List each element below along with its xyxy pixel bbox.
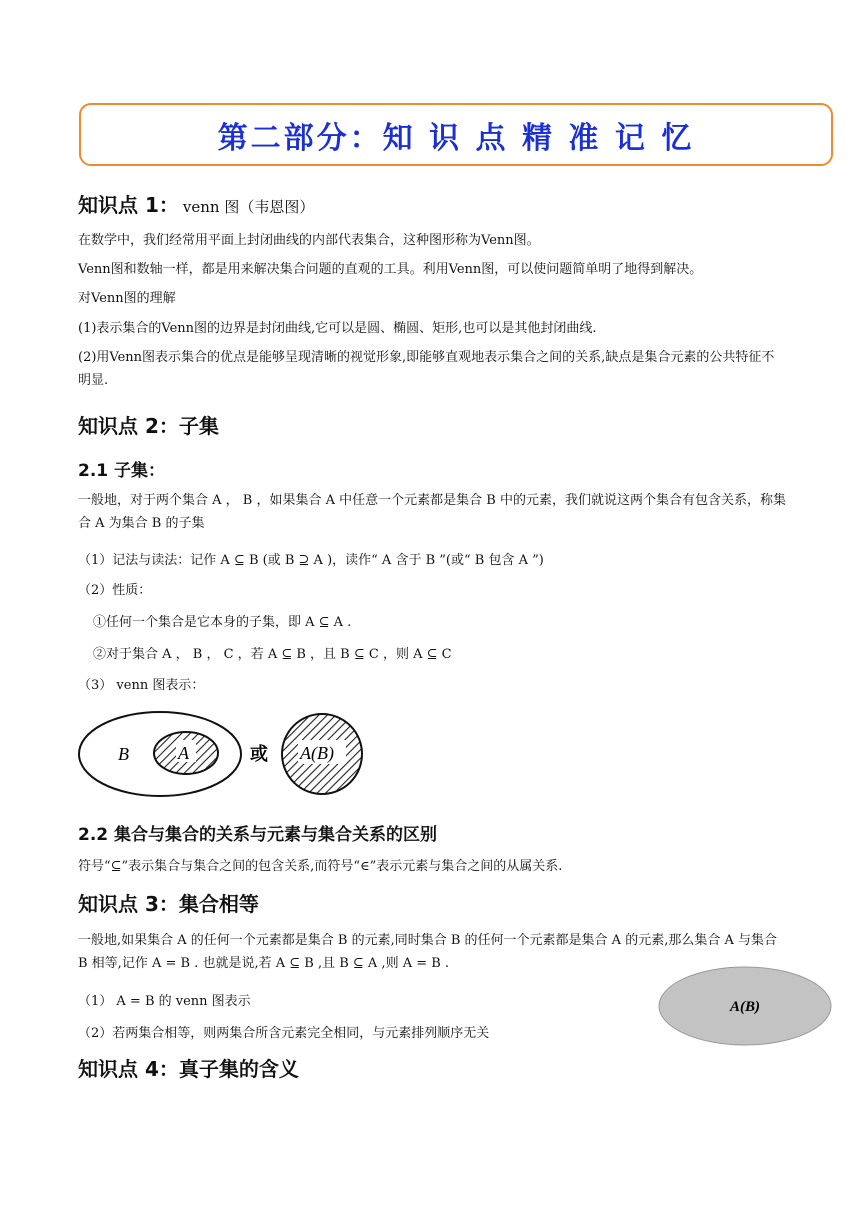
label-ab: A(B) <box>300 743 334 763</box>
k1-paragraph-1: 在数学中，我们经常用平面上封闭曲线的内部代表集合，这种图形称为Venn图。 <box>78 233 540 248</box>
k1-heading <box>78 189 314 218</box>
k2-paragraph-4: ①任何一个集合是它本身的子集，即 A ⊆ A . <box>93 615 352 630</box>
k2-subheading-2: 2.2 集合与集合的关系与元素与集合关系的区别 <box>78 825 438 845</box>
k1-paragraph-5: (2)用Venn图表示集合的优点是能够呈现清晰的视觉形象,即能够直观地表示集合之间的关系,缺点是集合元素的公共特征不明显. <box>78 350 775 388</box>
k2-paragraph-2: （1）记法与读法：记作 A ⊆ B (或 B ⊇ A )，读作“ A 含于 B ”(或“ B 包含 A ”) <box>78 553 544 568</box>
label-b: B <box>118 744 129 764</box>
k1-paragraph-4: (1)表示集合的Venn图的边界是封闭曲线,它可以是圆、椭圆、矩形,也可以是其他封闭曲线. <box>78 321 597 336</box>
k1-paragraph-2: Venn图和数轴一样，都是用来解决集合问题的直观的工具。利用Venn图，可以使问题简单明了地得到解决。 <box>78 262 703 277</box>
subset-venn-diagram <box>78 709 368 801</box>
k3-paragraph-2: （1） A = B 的 venn 图表示 <box>78 994 251 1009</box>
section-title: 第二部分：知 识 点 精 准 记 忆 <box>217 120 695 156</box>
equal-sets-venn-diagram <box>657 965 833 1047</box>
label-a: A <box>178 743 189 763</box>
label-or: 或 <box>250 744 268 765</box>
k3-paragraph-3: （2）若两集合相等，则两集合所含元素完全相同，与元素排列顺序无关 <box>78 1026 490 1041</box>
k2-paragraph-1: 一般地，对于两个集合 A ， B ，如果集合 A 中任意一个元素都是集合 B 中的元素，我们就说这两个集合有包含关系，称集合 A 为集合 B 的子集 <box>78 493 786 531</box>
k1-paragraph-3: 对Venn图的理解 <box>78 291 176 306</box>
k2-section2-paragraph: 符号“⊆”表示集合与集合之间的包含关系,而符号“∈”表示元素与集合之间的从属关系. <box>78 859 563 874</box>
k2-paragraph-5: ②对于集合 A ， B ， C ，若 A ⊆ B ，且 B ⊆ C ，则 A ⊆ C <box>93 647 452 662</box>
k1-heading-sub: venn 图（韦恩图） <box>182 198 315 216</box>
k2-subheading-1: 2.1 子集： <box>78 461 166 481</box>
label-ab-equal: A(B) <box>730 999 760 1015</box>
k2-heading: 知识点 2：子集 <box>78 414 219 438</box>
section-banner <box>79 103 833 166</box>
k2-paragraph-3: （2）性质： <box>78 583 152 598</box>
k4-heading: 知识点 4：真子集的含义 <box>78 1057 299 1081</box>
k3-heading: 知识点 3：集合相等 <box>78 892 259 916</box>
k3-paragraph-1: 一般地,如果集合 A 的任何一个元素都是集合 B 的元素,同时集合 B 的任何一个元素都是集合 A 的元素,那么集合 A 与集合 B 相等,记作 A = B . 也就是说,若 A ⊆ B ,且 B ⊆ A ,则 A = B . <box>78 933 777 971</box>
k1-heading-text: 知识点 1： <box>78 193 179 217</box>
k2-paragraph-6: （3） venn 图表示： <box>78 678 205 693</box>
